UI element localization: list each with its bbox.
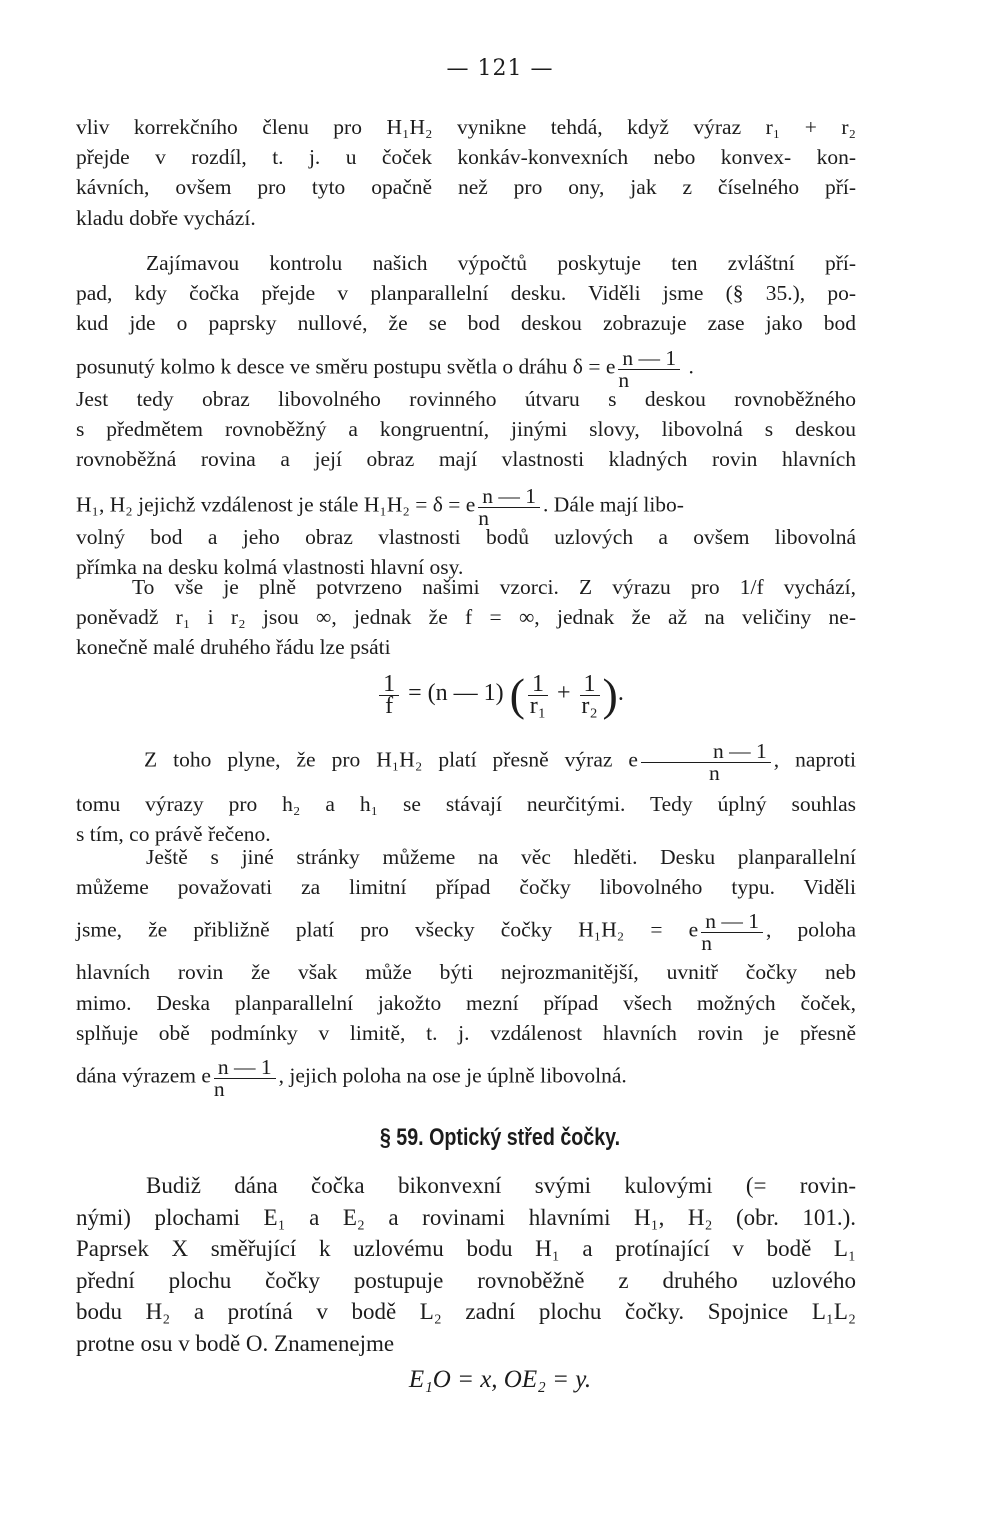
fraction-n-minus-1-over-n xyxy=(213,1055,276,1102)
fraction-denominator: r₂ xyxy=(581,693,598,719)
text-line-with-fraction xyxy=(76,909,856,956)
equation-1 xyxy=(0,668,1000,721)
text-line: Ještě s jiné stránky můžeme na věc hleděti. Desku planparallelní xyxy=(146,845,856,869)
equation-middle: = (n — 1) xyxy=(408,680,504,707)
text-line: přední plochu čočky postupuje rovnoběžně z druhého uzlového xyxy=(76,1267,856,1293)
period: . xyxy=(617,680,624,707)
fraction-denominator: n xyxy=(701,931,712,956)
text-line: s tím, co právě řečeno. xyxy=(76,822,271,847)
fraction-denominator: n xyxy=(618,367,630,392)
fraction-denominator: n xyxy=(213,1077,225,1102)
fraction-numerator: n — 1 xyxy=(214,1056,276,1079)
fraction-numerator: n — 1 xyxy=(618,347,680,370)
fraction-denominator: n xyxy=(478,505,490,530)
paragraph-2 xyxy=(76,248,856,390)
text-segment: , poloha xyxy=(765,917,856,942)
text-line: přejde v rozdíl, t. j. u čoček konkáv-konvexních nebo konvex- kon- xyxy=(76,145,856,170)
text-line: tomu výrazy pro h₂ a h₁ se stávají neurčitými. Tedy úplný souhlas xyxy=(76,792,856,816)
text-line: Paprsek X směřující k uzlovému bodu H₁ a protínající v bodě L₁ xyxy=(76,1236,856,1262)
text-line: nými) plochami E₁ a E₂ a rovinami hlavními H₁, H₂ (obr. 101.). xyxy=(76,1204,856,1230)
fraction-n-minus-1-over-n xyxy=(701,909,763,956)
text-segment: . Dále mají libo- xyxy=(543,492,684,517)
page-number: — 121 — xyxy=(446,56,554,81)
text-line: kávních, ovšem pro tyto opačně než pro ony, jak z číselného pří- xyxy=(76,175,856,200)
text-line: Jest tedy obraz libovolného rovinného útvaru s deskou rovnoběžného xyxy=(76,387,856,411)
fraction-numerator: 1 xyxy=(580,673,600,696)
text-line: můžeme považovati za limitní případ čočky libovolného typu. Viděli xyxy=(76,875,856,900)
text-line-with-fraction: posunutý kolmo k desce ve směru postupu světla o dráhu δ = e $\frac{n — 1}{n}$ . xyxy=(76,345,694,392)
text-segment: jsme, že přibližně platí pro všecky čočky H₁H₂ = e xyxy=(76,917,699,942)
left-paren: ( xyxy=(509,669,525,720)
paragraph-5 xyxy=(76,572,856,663)
text-line: To vše je plně potvrzeno našimi vzorci. Z výrazu pro 1/f vychází, xyxy=(132,575,856,599)
text-line: pad, kdy čočka přejde v planparallelní desku. Viděli jsme (§ 35.), po- xyxy=(76,281,856,306)
fraction-numerator: n — 1 xyxy=(701,910,763,933)
text-segment: H₁, H₂ jejichž vzdálenost je stále H₁H₂ = δ = e xyxy=(76,492,476,517)
fraction-denominator: f xyxy=(385,693,394,719)
text-line: splňuje obě podmínky v limitě, t. j. vzdálenost hlavních rovin je přesně xyxy=(76,1020,856,1045)
text-line: volný bod a jeho obraz vlastnosti bodů uzlových a ovšem libovolná xyxy=(76,525,856,549)
fraction-numerator: n — 1 xyxy=(478,485,540,508)
text-line: Budiž dána čočka bikonvexní svými kulovými (= rovin- xyxy=(146,1173,856,1198)
text-line: mimo. Deska planparallelní jakožto mezní případ všech možných čoček, xyxy=(76,990,856,1015)
fraction-n-minus-1-over-n xyxy=(641,740,771,783)
fraction-numerator: 1 xyxy=(528,673,548,696)
text-line-with-fraction xyxy=(76,1055,856,1102)
text-line: Zajímavou kontrolu našich výpočtů poskytuje ten zvláštní pří- xyxy=(146,251,856,275)
text-segment: dána výrazem e xyxy=(76,1063,211,1088)
text-line: hlavních rovin že však může býti nejrozmanitější, uvnitř čočky neb xyxy=(76,960,856,985)
fraction-numerator: n — 1 xyxy=(641,740,771,763)
text-line: konečně malé druhého řádu lze psáti xyxy=(76,635,391,660)
text-line: bodu H₂ a protíná v bodě L₂ zadní plochu čočky. Spojnice L₁L₂ xyxy=(76,1299,856,1325)
text-segment: , jejich poloha na ose je úplně libovolná. xyxy=(278,1063,627,1088)
fraction-numerator: 1 xyxy=(379,673,399,696)
section-heading: § 59. Optický střed čočky. xyxy=(379,1124,621,1151)
text-line: s předmětem rovnoběžný a kongruentní, jinými slovy, libovolná s deskou xyxy=(76,417,856,442)
text-line: kladu dobře vychází. xyxy=(76,205,256,230)
fraction-1-over-r2 xyxy=(580,671,600,719)
paragraph-8 xyxy=(76,1170,856,1360)
equation-2: E₁O = x, OE₂ = y. xyxy=(408,1366,592,1393)
paragraph-1 xyxy=(76,112,856,233)
text-line: přímka na desku kolmá vlastnosti hlavní osy. xyxy=(76,555,464,580)
text-line: vliv korrekčního členu pro H₁H₂ vynikne tehdá, když výraz r₁ + r₂ xyxy=(76,115,856,139)
text-line: rovnoběžná rovina a její obraz mají vlastnosti kladných rovin hlavních xyxy=(76,447,856,472)
paragraph-7 xyxy=(76,842,856,1102)
paragraph-3 xyxy=(76,384,856,528)
fraction-1-over-r1 xyxy=(528,671,548,719)
fraction-1-over-f xyxy=(379,671,399,719)
plus-sign: + xyxy=(556,680,571,707)
text-line: kud jde o paprsky nullové, že se bod deskou zobrazuje zase jako bod xyxy=(76,311,856,336)
fraction-denominator: n xyxy=(708,761,720,785)
paragraph-6 xyxy=(76,740,856,849)
text-segment: , naproti xyxy=(773,747,856,772)
text-segment: Z toho plyne, že pro H₁H₂ platí přesně výraz e xyxy=(144,747,638,772)
fraction-denominator: r₁ xyxy=(529,693,547,719)
text-line: protne osu v bodě O. Znamenejme xyxy=(76,1330,395,1356)
text-line: poněvadž r₁ i r₂ jsou ∞, jednak že f = ∞, jednak že až na veličiny ne- xyxy=(76,605,856,630)
text-line-with-fraction xyxy=(76,740,856,783)
text-segment: posunutý kolmo k desce ve směru postupu světla o dráhu δ = e xyxy=(76,354,616,379)
right-paren: ) xyxy=(602,669,618,720)
